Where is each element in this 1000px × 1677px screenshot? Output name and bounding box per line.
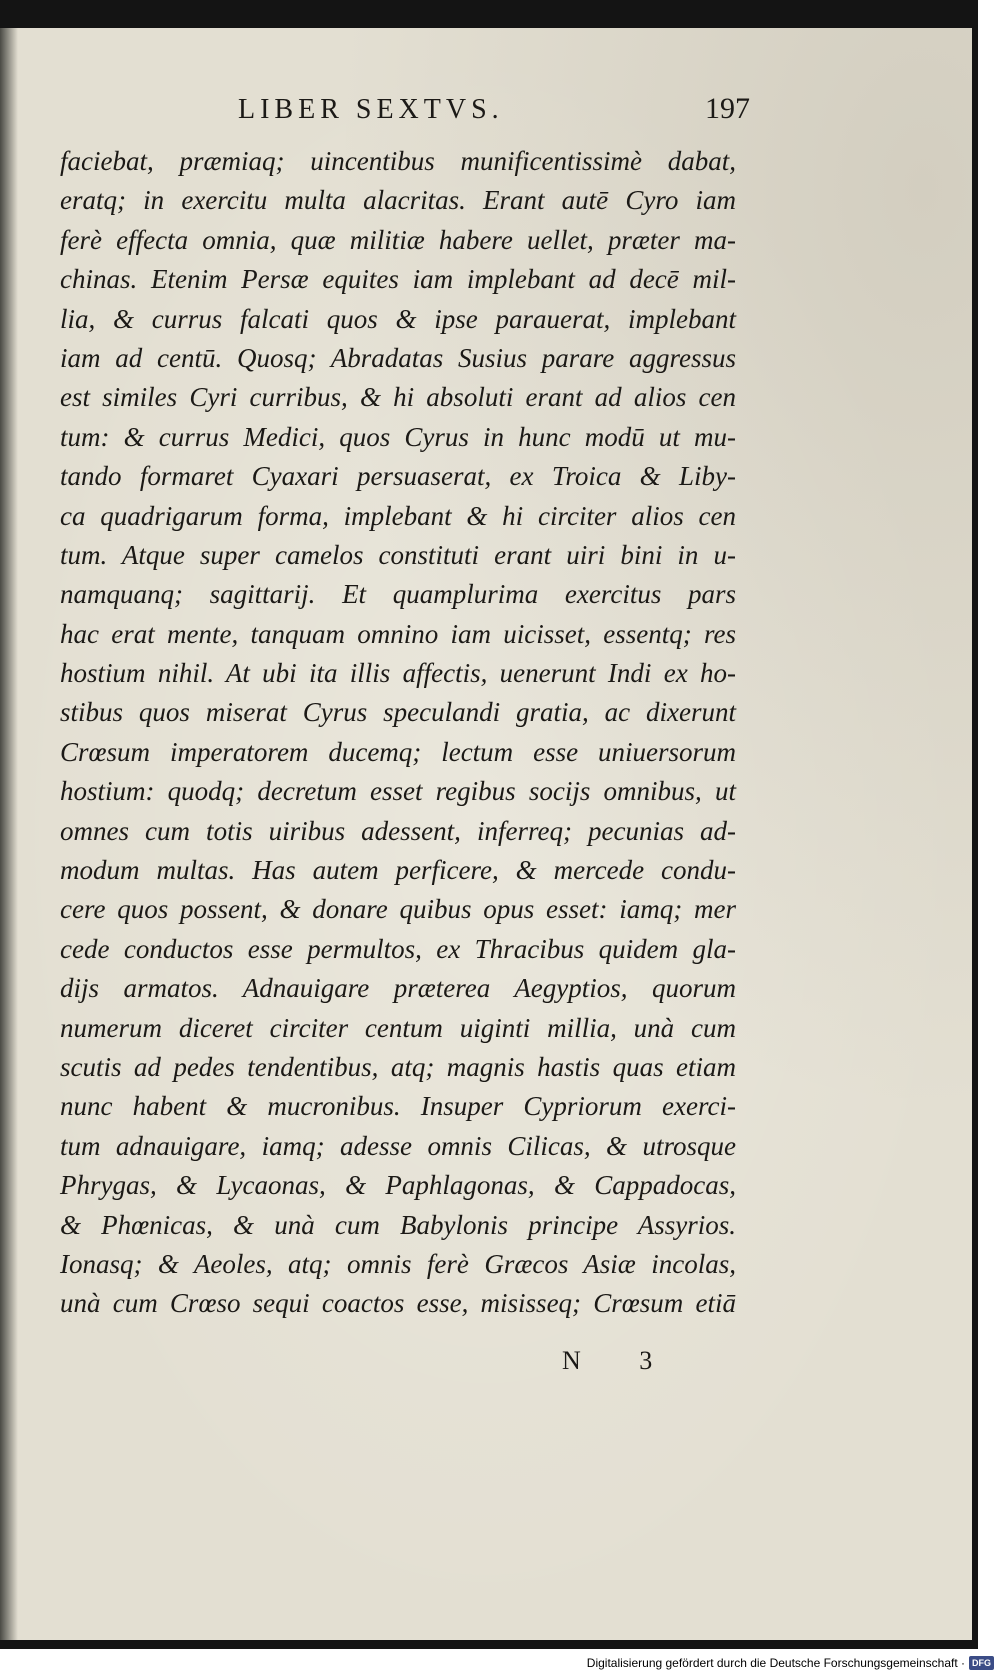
- text-line: faciebat, præmiaq; uincentibus munificentissimè dabat,: [60, 146, 736, 176]
- text-line: tum adnauigare, iamq; adesse omnis Cilicas, & utrosque: [60, 1130, 736, 1161]
- text-line: hostium nihil. At ubi ita illis affectis, uenerunt Indi ex ho-: [60, 658, 736, 689]
- text-line: Crœsum imperatorem ducemq; lectum esse uniuersorum: [60, 736, 736, 767]
- text-line: tum: & currus Medici, quos Cyrus in hunc modū ut mu-: [60, 421, 736, 452]
- text-line: ca quadrigarum forma, implebant & hi circiter alios cen: [60, 500, 736, 531]
- text-line: & Phœnicas, & unà cum Babylonis principe Assyrios.: [60, 1209, 736, 1240]
- text-line: tum. Atque super camelos constituti erant uiri bini in u-: [60, 539, 736, 570]
- text-line: nunc habent & mucronibus. Insuper Cypriorum exerci-: [60, 1091, 736, 1122]
- text-line: est similes Cyri curribus, & hi absoluti erant ad alios cen: [60, 382, 736, 413]
- text-line: Phrygas, & Lycaonas, & Paphlagonas, & Cappadocas,: [60, 1170, 736, 1201]
- text-line: lia, & currus falcati quos & ipse parauerat, implebant: [60, 303, 736, 334]
- text-line: iam ad centū. Quosq; Abradatas Susius parare aggressus: [60, 342, 736, 373]
- text-line: tando formaret Cyaxari persuaserat, ex Troica & Liby-: [60, 461, 736, 492]
- text-line: eratq; in exercitu multa alacritas. Erant autē Cyro iam: [60, 185, 736, 216]
- digitization-credit: [587, 1653, 994, 1673]
- credit-text: Digitalisierung gefördert durch die Deutsche Forschungsgemeinschaft ·: [586, 1656, 965, 1670]
- text-line: modum multas. Has autem perficere, & mercede condu-: [60, 855, 736, 886]
- page-number: 197: [705, 92, 750, 125]
- text-line: stibus quos miserat Cyrus speculandi gratia, ac dixerunt: [60, 697, 736, 728]
- text-line: cede conductos esse permultos, ex Thracibus quidem gla-: [60, 933, 736, 964]
- text-line: Ionasq; & Aeoles, atq; omnis ferè Græcos Asiæ incolas,: [60, 1248, 736, 1279]
- body-text: [60, 142, 736, 1324]
- text-line: unà cum Crœso sequi coactos esse, misisseq; Crœsum etiā: [60, 1288, 736, 1319]
- text-line: hac erat mente, tanquam omnino iam uicisset, essentq; res: [60, 618, 736, 649]
- running-head: [230, 94, 750, 134]
- text-line: hostium: quodq; decretum esset regibus socijs omnibus, ut: [60, 776, 736, 807]
- book-page: [0, 28, 972, 1640]
- text-line: dijs armatos. Adnauigare præterea Aegyptios, quorum: [60, 973, 736, 1004]
- text-line: cere quos possent, & donare quibus opus esset: iamq; mer: [60, 894, 736, 925]
- text-line: scutis ad pedes tendentibus, atq; magnis hastis quas etiam: [60, 1051, 736, 1082]
- text-line: namquanq; sagittarij. Et quamplurima exercitus pars: [60, 579, 736, 610]
- text-line: chinas. Etenim Persæ equites iam implebant ad decē mil-: [60, 264, 736, 295]
- text-line: omnes cum totis uiribus adessent, inferreq; pecunias ad-: [60, 815, 736, 846]
- text-line: numerum diceret circiter centum uiginti millia, unà cum: [60, 1012, 736, 1043]
- signature-mark: N 3: [562, 1346, 679, 1375]
- dfg-logo-icon: DFG: [969, 1656, 994, 1670]
- text-line: ferè effecta omnia, quæ militiæ habere uellet, præter ma-: [60, 224, 736, 255]
- running-title: LIBER SEXTVS.: [238, 94, 504, 125]
